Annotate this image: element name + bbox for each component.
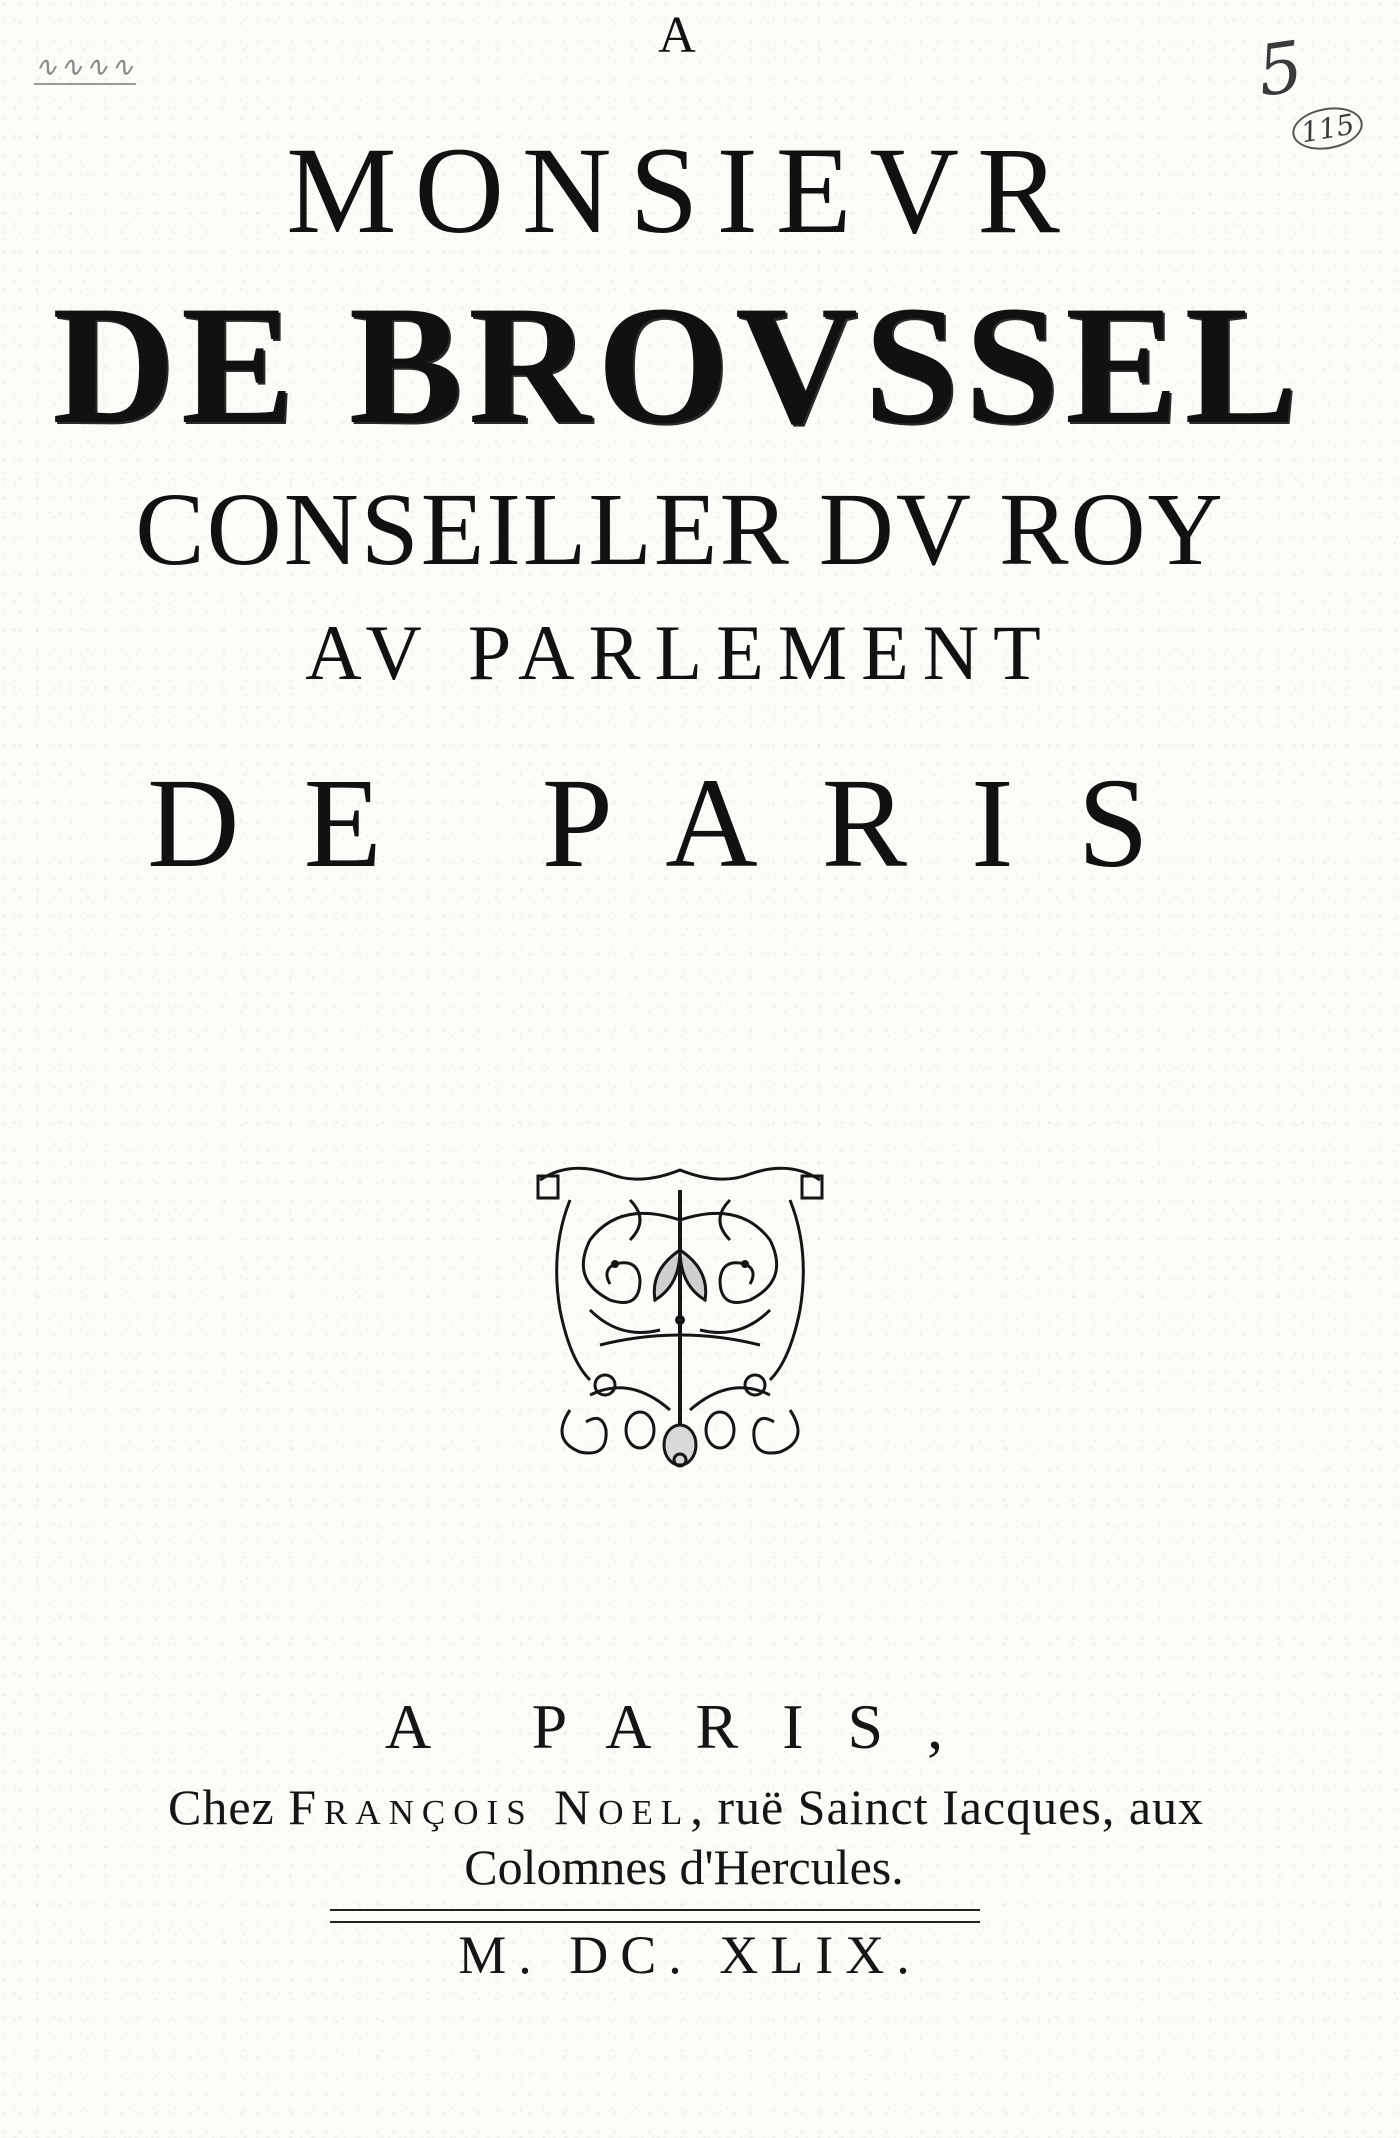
printers-fleuron-ornament-icon [530,1160,830,1470]
imprint-printer-name: François Noel [288,1779,691,1835]
handwritten-shelf-mark: ∿∿∿∿ [34,50,136,83]
imprint-place: A PARIS, [384,1691,988,1762]
title-line-monsieur: MONSIEVR [286,122,1078,259]
imprint-address: , ruë Sainct Iacques, aux [690,1779,1205,1835]
title-line-conseiller: CONSEILLER DV ROY [135,472,1225,587]
imprint-chez: Chez [167,1779,275,1835]
handwritten-folio: 115 [1289,102,1366,155]
double-rule-divider [330,1909,980,1923]
title-line-parlement: AV PARLEMENT [305,609,1055,696]
imprint-sign: Colomnes d'Hercules. [464,1839,904,1895]
title-line-paris: DE PARIS [147,752,1213,894]
title-line-broussel: DE BROVSSEL [52,271,1304,459]
title-line-a: A [658,7,702,64]
imprint-printer-line [0,1778,1386,1836]
handwritten-number: 5 [1252,25,1309,113]
imprint-date: M. DC. XLIX. [458,1925,922,1985]
